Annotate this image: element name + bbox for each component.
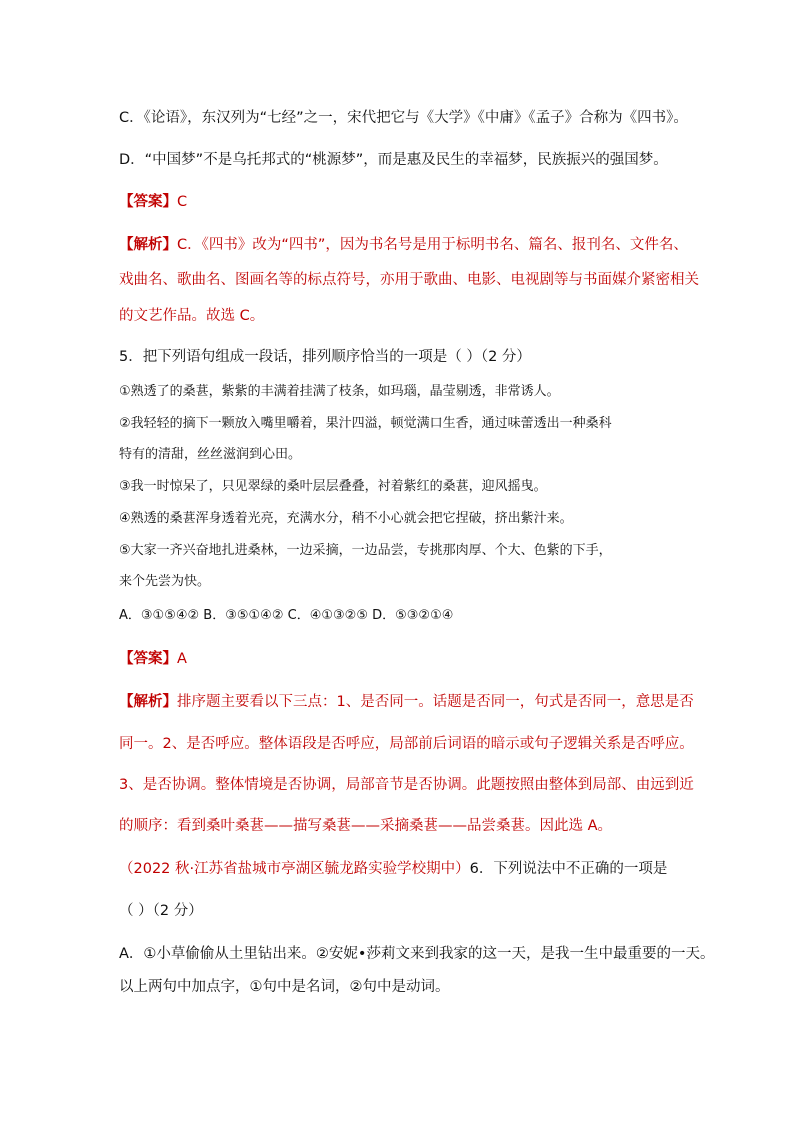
q5-analysis-line-1 xyxy=(119,692,694,712)
q5-analysis-line-2: 同一。2、是否呼应。整体语段是否呼应，局部前后词语的暗示或句子逻辑关系是否呼应。 xyxy=(119,736,694,752)
q4-option-c: C．《论语》，东汉列为“七经”之一，宋代把它与《大学》《中庸》《孟子》合称为《四书》。 xyxy=(119,110,688,126)
q5-sentence-3: ③我一时惊呆了，只见翠绿的桑叶层层叠叠，衬着紫红的桑葚，迎风摇曳。 xyxy=(119,479,547,494)
q4-analysis-line-3: 的文艺作品。故选 C。 xyxy=(119,308,265,324)
q4-analysis-line-1 xyxy=(119,235,688,255)
analysis-text: 排序题主要看以下三点：1、是否同一。话题是否同一，句式是否同一，意思是否 xyxy=(177,694,694,710)
q5-sentence-5-cont: 来个先尝为快。 xyxy=(119,574,211,589)
q4-option-d: D．“中国梦”不是乌托邦式的“桃源梦”，而是惠及民生的幸福梦，民族振兴的强国梦。 xyxy=(119,152,668,168)
analysis-tag: 【解析】 xyxy=(119,237,177,253)
q6-option-a-line-1: A．①小草偷偷从土里钻出来。②安妮•莎莉文来到我家的这一天，是我一生中最重要的一天。 xyxy=(119,946,715,962)
q5-analysis-line-4: 的顺序：看到桑叶桑葚——描写桑葚——采摘桑葚——品尝桑葚。因此选 A。 xyxy=(119,818,613,834)
q5-analysis-line-3: 3、是否协调。整体情境是否协调，局部音节是否协调。此题按照由整体到局部、由远到近 xyxy=(119,777,694,793)
q5-answer xyxy=(119,649,187,669)
q5-sentence-2: ②我轻轻的摘下一颗放入嘴里嚼着，果汁四溢，顿觉满口生香，通过味蕾透出一种桑科 xyxy=(119,416,612,431)
answer-tag: 【答案】 xyxy=(119,194,177,210)
q4-answer xyxy=(119,192,187,212)
q6-stem-blank: （ ）（2 分） xyxy=(119,903,203,919)
analysis-text: C．《四书》改为“四书”，因为书名号是用于标明书名、篇名、报刊名、文件名、 xyxy=(177,237,688,253)
answer-value: A xyxy=(177,651,187,667)
q5-sentence-1: ①熟透了的桑葚，紫紫的丰满着挂满了枝条，如玛瑙，晶莹剔透，非常诱人。 xyxy=(119,384,560,399)
answer-value: C xyxy=(177,194,188,210)
q5-sentence-5: ⑤大家一齐兴奋地扎进桑林，一边采摘，一边品尝，专挑那肉厚、个大、色紫的下手， xyxy=(119,543,612,558)
analysis-tag: 【解析】 xyxy=(119,694,177,710)
q6-stem: 6．下列说法中不正确的一项是 xyxy=(469,861,668,877)
answer-tag: 【答案】 xyxy=(119,651,177,667)
q4-analysis-line-2: 戏曲名、歌曲名、图画名等的标点符号，亦用于歌曲、电影、电视剧等与书面媒介紧密相关 xyxy=(119,272,699,288)
q5-sentence-4: ④熟透的桑葚浑身透着光亮，充满水分，稍不小心就会把它捏破，挤出紫汁来。 xyxy=(119,511,573,526)
q6-source: （2022 秋·江苏省盐城市亭湖区毓龙路实验学校期中） xyxy=(119,861,470,877)
q6-option-a-line-2: 以上两句中加点字，①句中是名词，②句中是动词。 xyxy=(119,979,450,995)
q6-header xyxy=(119,859,667,879)
q5-sentence-2-cont: 特有的清甜，丝丝滋润到心田。 xyxy=(119,447,302,462)
q5-stem: 5．把下列语句组成一段话，排列顺序恰当的一项是（ ）（2 分） xyxy=(119,349,531,365)
q5-options: A．③①⑤④② B．③⑤①④② C．④①③②⑤ D．⑤③②①④ xyxy=(119,608,454,623)
